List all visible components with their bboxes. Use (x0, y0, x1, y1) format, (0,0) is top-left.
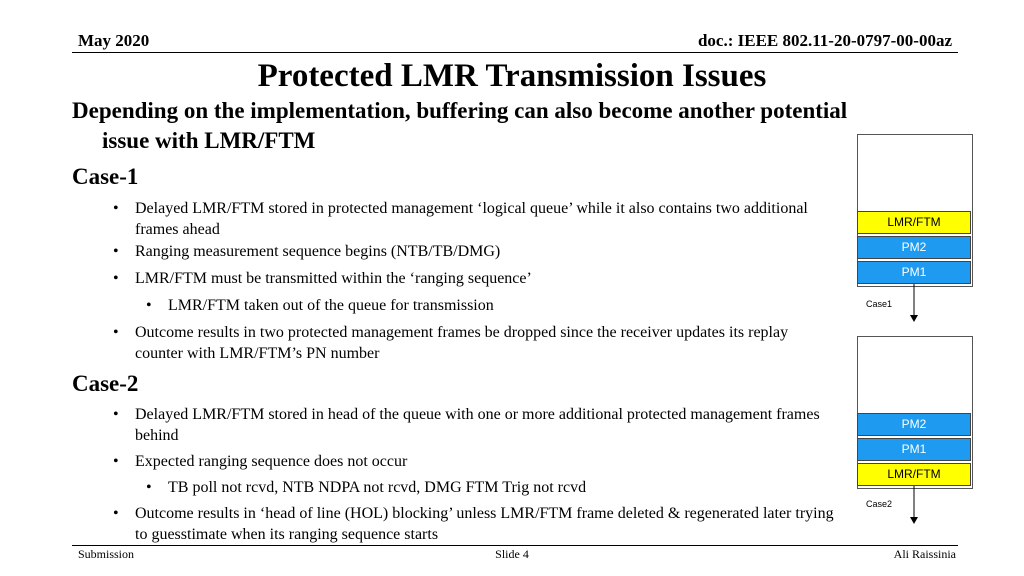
case2-bullet-2 (113, 451, 835, 472)
case1-bullet-1 (113, 198, 835, 240)
footer-divider (72, 545, 958, 546)
header-date: May 2020 (78, 31, 150, 50)
footer-submission: Submission (78, 547, 135, 561)
case1-diagram-label: Case1 (866, 299, 893, 309)
bullet-dot: • (113, 243, 119, 260)
case1-heading: Case-1 (72, 164, 139, 189)
header-doc-id: doc.: IEEE 802.11-20-0797-00-00az (697, 31, 952, 50)
case2-bullet-1 (113, 404, 835, 446)
case2-cell-pm1: PM1 (857, 438, 971, 461)
case2-diagram-label: Case2 (866, 499, 893, 509)
case2-subbullet-1 (146, 477, 828, 498)
footer-slide-number: Slide 4 (495, 547, 529, 561)
bullet-text: Delayed LMR/FTM stored in protected management ‘logical queue’ while it also contains two additional frames ahead (135, 200, 808, 238)
case1-cell-pm1: PM1 (857, 261, 971, 284)
bullet-dot: • (146, 297, 152, 314)
bullet-dot: • (113, 453, 119, 470)
case2-down-arrow (906, 486, 922, 526)
case2-cell-pm2: PM2 (857, 413, 971, 436)
case2-heading: Case-2 (72, 371, 139, 396)
case1-down-arrow (906, 284, 922, 324)
bullet-text: TB poll not rcvd, NTB NDPA not rcvd, DMG FTM Trig not rcvd (168, 479, 587, 496)
slide-title: Protected LMR Transmission Issues (257, 58, 767, 94)
bullet-text: Outcome results in ‘head of line (HOL) blocking’ unless LMR/FTM frame deleted & regenerated later trying to guesstimate when its ranging sequence starts (135, 505, 834, 543)
bullet-dot: • (113, 270, 119, 287)
case2-cell-lmr-ftm: LMR/FTM (857, 463, 971, 486)
bullet-dot: • (146, 479, 152, 496)
footer-author: Ali Raissinia (893, 547, 956, 561)
case1-cell-lmr-ftm: LMR/FTM (857, 211, 971, 234)
case1-bullet-2 (113, 241, 835, 262)
bullet-dot: • (113, 505, 119, 522)
case1-bullet-4 (113, 322, 835, 364)
case1-cell-pm2: PM2 (857, 236, 971, 259)
case2-bullet-3 (113, 503, 835, 545)
bullet-dot: • (113, 324, 119, 341)
bullet-text: LMR/FTM must be transmitted within the ‘ranging sequence’ (135, 270, 532, 287)
case1-bullet-3 (113, 268, 835, 289)
intro-text: Depending on the implementation, buffering can also become another potential issue with LMR/FTM (72, 98, 848, 153)
header-divider (72, 52, 958, 53)
bullet-text: Expected ranging sequence does not occur (135, 453, 408, 470)
bullet-text: LMR/FTM taken out of the queue for transmission (168, 297, 494, 314)
bullet-text: Delayed LMR/FTM stored in head of the queue with one or more additional protected management frames behind (135, 406, 820, 444)
case1-subbullet-1 (146, 295, 828, 316)
bullet-dot: • (113, 406, 119, 423)
bullet-text: Outcome results in two protected management frames be dropped since the receiver updates its replay counter with LMR/FTM’s PN number (135, 324, 789, 362)
bullet-text: Ranging measurement sequence begins (NTB/TB/DMG) (135, 243, 501, 260)
bullet-dot: • (113, 200, 119, 217)
